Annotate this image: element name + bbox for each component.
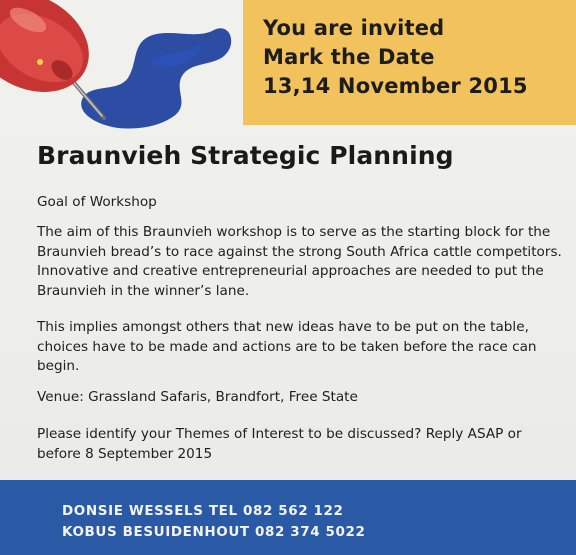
reply-paragraph: Please identify your Themes of Interest to be discussed? Reply ASAP or before 8 September 2015 [37,426,522,462]
invite-line: You are invited [263,16,445,40]
aim-paragraph: The aim of this Braunvieh workshop is to serve as the starting block for the Braunvieh bread’s to race against the strong South Africa cattle competitors. Innovative and creative entrepreneurial approaches are needed to put the Braunvieh in the winner’s lane. [37,224,562,299]
invite-date-box [243,0,576,125]
ink-splash-icon [81,28,231,128]
contact-donsie: DONSIE WESSELS TEL 082 562 122 [62,503,344,519]
contact-footer [0,480,576,555]
venue-line: Venue: Grassland Safaris, Brandfort, Free State [37,389,358,405]
implies-paragraph: This implies amongst others that new ideas have to be put on the table, choices have to be made and actions are to be taken before the race can begin. [37,319,537,374]
push-pin-icon [0,0,250,150]
page-title: Braunvieh Strategic Planning [37,141,454,170]
event-date-line: 13,14 November 2015 [263,74,528,98]
mark-date-line: Mark the Date [263,45,435,69]
contact-kobus: KOBUS BESUIDENHOUT 082 374 5022 [62,524,366,540]
goal-heading: Goal of Workshop [37,194,157,210]
